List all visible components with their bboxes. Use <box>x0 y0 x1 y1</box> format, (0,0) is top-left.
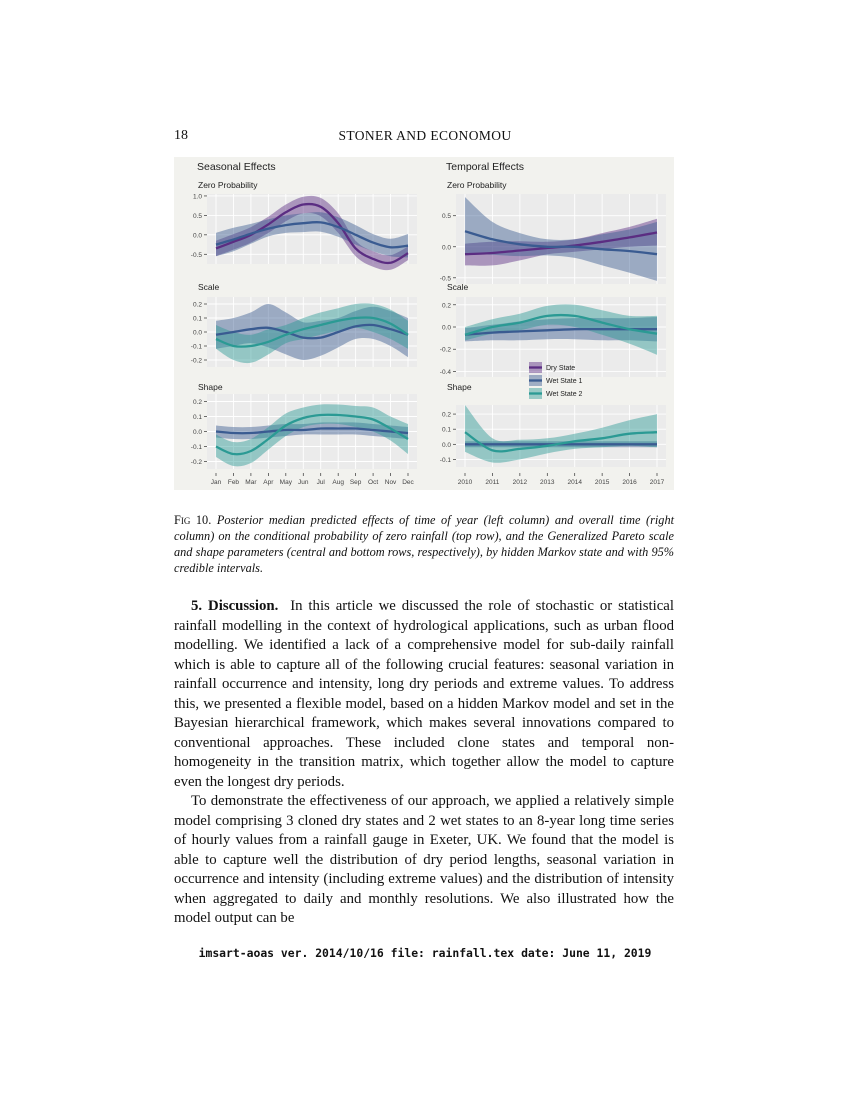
y-tick-label: 0.1 <box>192 414 202 421</box>
footer-date: date: June 11, 2019 <box>521 946 652 960</box>
caption-label: Fig 10. <box>174 513 212 527</box>
y-tick-label: 0.0 <box>192 232 202 240</box>
discussion-paragraph-1 <box>174 597 674 792</box>
y-tick-label: 0.2 <box>192 301 202 309</box>
panel-subtitle: Scale <box>198 282 220 292</box>
y-tick-label: -0.2 <box>190 459 202 466</box>
y-tick-label: -0.1 <box>190 343 202 351</box>
y-tick-label: -0.4 <box>439 368 451 376</box>
y-tick-label: 0.0 <box>441 324 451 332</box>
x-tick-label: Aug <box>332 479 344 486</box>
caption-text: Posterior median predicted effects of time of year (left column) and overall time (right column) on the conditional probability of zero rainfall (top row), and the Generalized Pareto scale and shape parameters (central and bottom rows, respectively), by hidden Markov state and with 95% credible intervals. <box>174 513 675 575</box>
legend-label: Dry State <box>546 365 576 372</box>
y-tick-label: 0.5 <box>192 212 202 220</box>
x-tick-label: Dec <box>402 479 414 486</box>
page-number: 18 <box>174 128 188 143</box>
x-tick-label: 2016 <box>622 479 637 486</box>
chart-legend <box>529 362 583 399</box>
x-tick-label: Jun <box>298 479 309 486</box>
y-tick-label: 0.2 <box>441 302 451 310</box>
figure-10-chart <box>174 157 674 490</box>
x-tick-label: May <box>279 479 292 486</box>
y-tick-label: 0.0 <box>441 244 451 252</box>
x-tick-label: 2014 <box>567 479 582 486</box>
panel-subtitle: Shape <box>198 382 223 392</box>
panel-subtitle: Shape <box>447 382 472 392</box>
footer-file-info: imsart-aoas ver. 2014/10/16 file: rainfall.tex <box>198 946 515 960</box>
y-tick-label: -0.5 <box>190 251 202 259</box>
y-tick-label: -0.5 <box>439 275 451 283</box>
x-tick-label: Oct <box>368 479 379 486</box>
y-tick-label: 0.2 <box>192 399 202 406</box>
x-tick-label: 2013 <box>540 479 555 486</box>
y-tick-label: 0.1 <box>192 315 202 323</box>
figure-caption <box>174 512 674 576</box>
legend-label: Wet State 2 <box>546 391 583 398</box>
x-tick-label: Feb <box>227 479 240 486</box>
y-tick-label: 0.0 <box>441 441 451 449</box>
page-footer <box>0 946 850 960</box>
x-tick-label: Nov <box>384 479 397 486</box>
legend-label: Wet State 1 <box>546 378 583 385</box>
paragraph-1-text: In this article we discussed the role of stochastic or statistical rainfall modelling in the context of hydrological applications, such as urban flood modelling. We identified a lack of a comprehensive model for sub-daily rainfall which is able to capture all of the following crucial features: seasonal variation in rainfall occurrence and intensity, long dry periods and extreme values. To address this, we presented a flexible model, based on a hidden Markov model and set in the Bayesian hierarchical framework, which makes several innovations compared to conventional approaches. These included clone states and temporal non-homogeneity in the transition matrix, which together allow the model to capture even the longest dry periods. <box>174 598 674 790</box>
running-head: STONER AND ECONOMOU <box>338 128 512 143</box>
y-tick-label: -0.2 <box>190 357 202 365</box>
y-tick-label: 0.5 <box>441 213 451 221</box>
panel-subtitle: Scale <box>447 282 469 292</box>
y-tick-label: -0.2 <box>439 346 451 354</box>
x-tick-label: 2017 <box>649 479 665 486</box>
x-tick-label: 2010 <box>457 479 473 486</box>
x-tick-label: Mar <box>245 479 257 486</box>
discussion-section <box>174 597 674 929</box>
panel-title: Seasonal Effects <box>197 161 276 173</box>
x-tick-label: Jul <box>316 479 325 486</box>
x-tick-label: Sep <box>349 479 362 486</box>
y-tick-label: 1.0 <box>192 193 202 201</box>
y-tick-label: -0.1 <box>190 444 202 451</box>
y-tick-label: -0.1 <box>439 456 451 464</box>
x-tick-label: Apr <box>263 479 274 486</box>
x-tick-label: 2011 <box>485 479 500 486</box>
y-tick-label: 0.0 <box>192 329 202 337</box>
x-tick-label: Jan <box>210 479 222 486</box>
x-tick-label: 2015 <box>594 479 610 486</box>
y-tick-label: 0.1 <box>441 426 451 434</box>
y-tick-label: 0.0 <box>192 429 202 436</box>
section-heading: 5. Discussion. <box>191 598 279 614</box>
panel-subtitle: Zero Probability <box>447 180 507 190</box>
panel-subtitle: Zero Probability <box>198 180 258 190</box>
x-tick-label: 2012 <box>512 479 528 486</box>
panel-title: Temporal Effects <box>446 161 525 173</box>
discussion-paragraph-2: To demonstrate the effectiveness of our approach, we applied a relatively simple model comprising 3 cloned dry states and 2 wet states to an 8-year long time series of hourly values from a rainfall gauge in Exeter, UK. We found that the model is able to capture well the distribution of dry period lengths, seasonal variation in occurrence and intensity (including extreme values) and the distribution of intensity when aggregated to daily and monthly resolutions. We also illustrated how the model output can be <box>174 793 674 926</box>
y-tick-label: 0.2 <box>441 411 451 419</box>
